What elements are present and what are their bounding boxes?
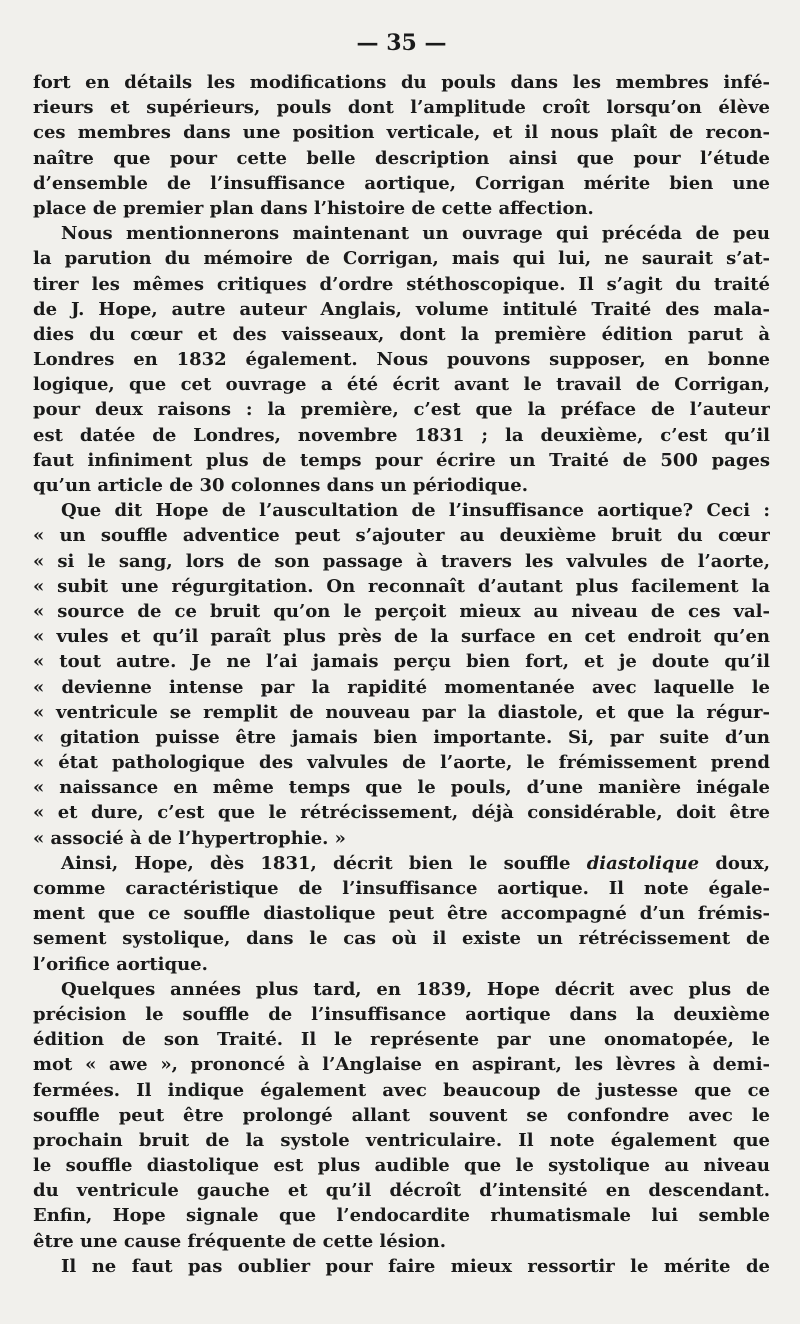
text-line: édition de son Traité. Il le représente par une onomatopée, le bbox=[33, 1029, 770, 1051]
text-line: logique, que cet ouvrage a été écrit avant le travail de Corrigan, bbox=[33, 374, 770, 396]
text-line: rieurs et supérieurs, pouls dont l’amplitude croît lorsqu’on élève bbox=[33, 97, 770, 119]
quote-line: « gitation puisse être jamais bien importante. Si, par suite d’un bbox=[33, 726, 770, 748]
quote-line: « naissance en même temps que le pouls, d’une manière inégale bbox=[33, 777, 770, 799]
text-line: qu’un article de 30 colonnes dans un périodique. bbox=[33, 475, 529, 496]
text-line: naître que pour cette belle description ainsi que pour l’étude bbox=[33, 147, 770, 169]
page-number: — 35 — bbox=[356, 30, 447, 56]
text-line: fort en détails les modifications du pouls dans les membres infé- bbox=[33, 72, 770, 93]
text-line: ment que ce souffle diastolique peut être accompagné d’un frémis- bbox=[33, 903, 770, 925]
text-line: tirer les mêmes critiques d’ordre stéthoscopique. Il s’agit du traité bbox=[33, 273, 770, 295]
text-line: du ventricule gauche et qu’il décroît d’intensité en descendant. bbox=[33, 1180, 770, 1202]
quote-line: « ventricule se remplit de nouveau par la diastole, et que la régur- bbox=[33, 701, 770, 723]
quote-line: « tout autre. Je ne l’ai jamais perçu bien fort, et je doute qu’il bbox=[33, 651, 770, 673]
text-segment: Ainsi, Hope, dès 1831, décrit bien le souffle bbox=[61, 852, 587, 874]
text-line: le souffle diastolique est plus audible que le systolique au niveau bbox=[33, 1155, 770, 1177]
quote-line: « état pathologique des valvules de l’aorte, le frémissement prend bbox=[33, 752, 770, 774]
quote-line: « vules et qu’il paraît plus près de la surface en cet endroit qu’en bbox=[33, 626, 770, 648]
quote-line: « associé à de l’hypertrophie. » bbox=[33, 827, 346, 849]
text-line: prochain bruit de la systole ventriculaire. Il note également que bbox=[33, 1129, 770, 1151]
text-line: la parution du mémoire de Corrigan, mais qui lui, ne saurait s’at- bbox=[33, 248, 770, 270]
text-line: sement systolique, dans le cas où il existe un rétrécissement de bbox=[33, 928, 770, 950]
text-line: précision le souffle de l’insuffisance aortique dans la deuxième bbox=[33, 1003, 770, 1025]
text-line: être une cause fréquente de cette lésion. bbox=[33, 1230, 447, 1252]
text-line: de J. Hope, autre auteur Anglais, volume intitulé Traité des mala- bbox=[33, 298, 770, 320]
text-line: Nous mentionnerons maintenant un ouvrage qui précéda de peu bbox=[61, 223, 770, 245]
text-line: pour deux raisons : la première, c’est que la préface de l’auteur bbox=[33, 399, 770, 421]
text-line: Il ne faut pas oublier pour faire mieux ressortir le mérite de bbox=[61, 1255, 770, 1277]
text-line: est datée de Londres, novembre 1831 ; la deuxième, c’est qu’il bbox=[33, 424, 770, 446]
text-line: d’ensemble de l’insuffisance aortique, Corrigan mérite bien une bbox=[33, 172, 770, 194]
quote-line: « devienne intense par la rapidité momentanée avec laquelle le bbox=[33, 676, 770, 698]
text-line: fermées. Il indique également avec beaucoup de justesse que ce bbox=[33, 1079, 770, 1101]
text-line: Que dit Hope de l’auscultation de l’insuffisance aortique? Ceci : bbox=[61, 500, 770, 522]
text-line: mot « awe », prononcé à l’Anglaise en aspirant, les lèvres à demi- bbox=[33, 1054, 770, 1076]
text-line: Londres en 1832 également. Nous pouvons supposer, en bonne bbox=[33, 349, 770, 371]
text-line: dies du cœur et des vaisseaux, dont la première édition parut à bbox=[33, 323, 770, 345]
text-line: faut infiniment plus de temps pour écrire un Traité de 500 pages bbox=[33, 449, 770, 471]
text-line: souffle peut être prolongé allant souvent se confondre avec le bbox=[33, 1104, 770, 1126]
text-line: Quelques années plus tard, en 1839, Hope décrit avec plus de bbox=[61, 978, 770, 1000]
quote-line: « si le sang, lors de son passage à travers les valvules de l’aorte, bbox=[33, 550, 770, 572]
text-line: l’orifice aortique. bbox=[33, 953, 208, 975]
quote-line: « et dure, c’est que le rétrécissement, déjà considérable, doit être bbox=[33, 802, 770, 824]
text-segment: doux, bbox=[699, 852, 770, 874]
italic-term: diastolique bbox=[586, 852, 700, 874]
quote-line: « un souffle adventice peut s’ajouter au deuxième bruit du cœur bbox=[33, 525, 770, 547]
text-line: place de premier plan dans l’histoire de cette affection. bbox=[33, 197, 594, 219]
quote-line: « subit une régurgitation. On reconnaît d’autant plus facilement la bbox=[33, 575, 770, 597]
text-line: Enfin, Hope signale que l’endocardite rhumatismale lui semble bbox=[33, 1205, 770, 1227]
body-text bbox=[33, 70, 770, 1279]
quote-line: « source de ce bruit qu’on le perçoit mieux au niveau de ces val- bbox=[33, 600, 770, 622]
text-line bbox=[33, 851, 770, 876]
text-line: comme caractéristique de l’insuffisance aortique. Il note égale- bbox=[33, 878, 770, 899]
text-line: ces membres dans une position verticale, et il nous plaît de recon- bbox=[33, 122, 770, 144]
